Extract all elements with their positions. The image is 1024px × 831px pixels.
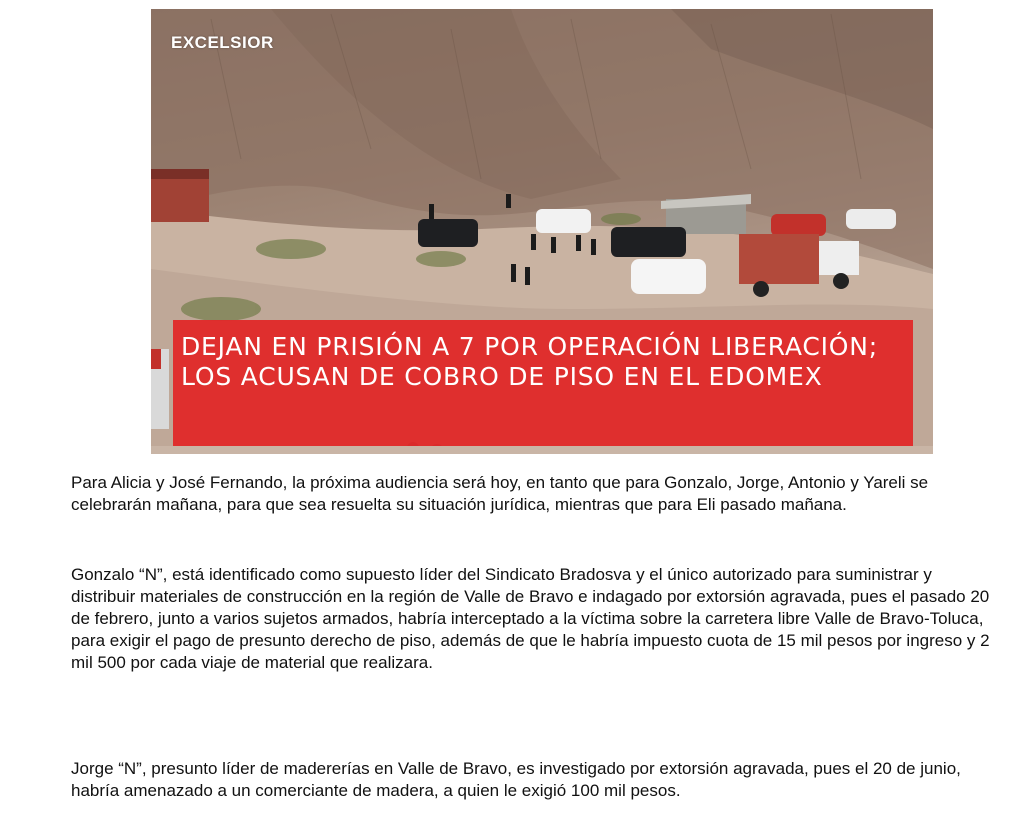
image-bottom-strip bbox=[151, 446, 933, 454]
article-paragraph: Para Alicia y José Fernando, la próxima audiencia será hoy, en tanto que para Gonzalo, Jorge, Antonio y Yareli se celebrarán mañana, para que sea resuelta su situación jurídica, mientras que para Eli pasado mañana. bbox=[71, 473, 929, 514]
article-paragraph: Gonzalo “N”, está identificado como supuesto líder del Sindicato Bradosva y el único autorizado para suministrar y distribuir materiales de construcción en la región de Valle de Bravo e indagado por extorsión agravada, pues el pasado 20 de febrero, junto a varios sujetos armados, habría interceptado a la víctima sobre la carretera libre Valle de Bravo-Toluca, para exigir el pago de presunto derecho de piso, además de que le habría impuesto cuota de 15 mil pesos por ingreso y 2 mil 500 por cada viaje de material que realizara. bbox=[71, 565, 990, 672]
brand-logo: EXCELSIOR bbox=[171, 33, 274, 52]
hero-image bbox=[151, 9, 933, 454]
article-paragraph: Jorge “N”, presunto líder de madererías en Valle de Bravo, es investigado por extorsión agravada, pues el 20 de junio, habría amenazado a un comerciante de madera, a quien le exigió 100 mil pesos. bbox=[71, 759, 961, 800]
headline: DEJAN EN PRISIÓN A 7 POR OPERACIÓN LIBERACIÓN; LOS ACUSAN DE COBRO DE PISO EN EL EDOMEX bbox=[181, 332, 878, 391]
